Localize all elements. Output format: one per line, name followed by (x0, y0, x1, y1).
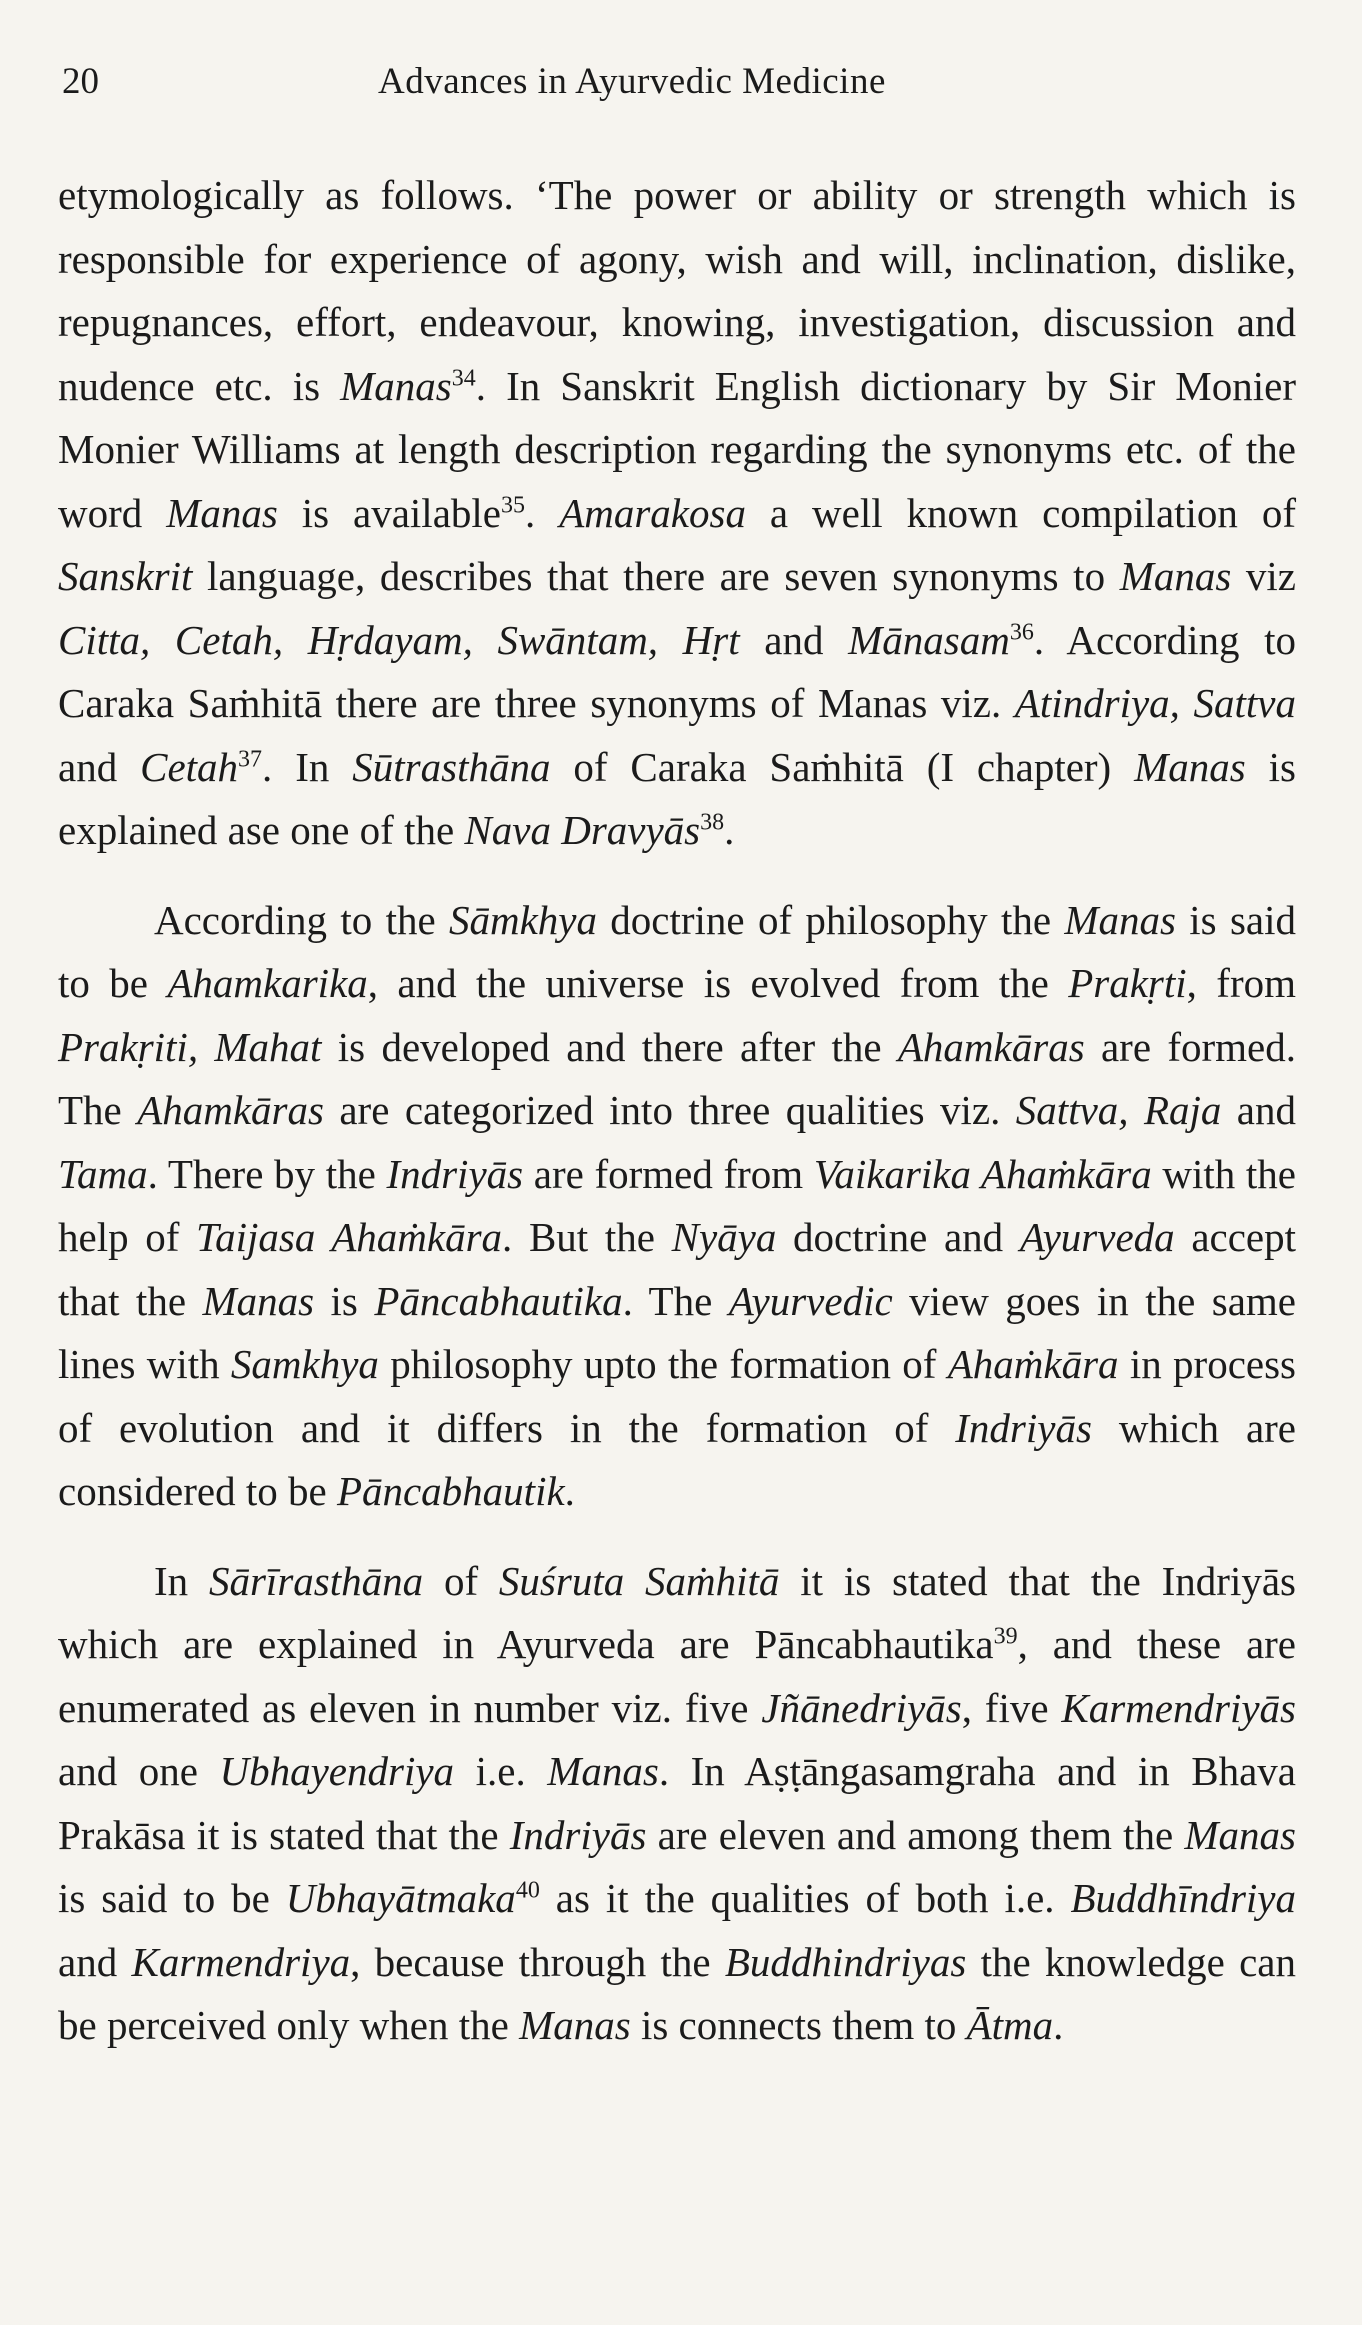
running-title: Advances in Ayurvedic Medicine (378, 61, 886, 102)
italic-term: Samkhya (230, 1341, 379, 1387)
text-run: etymologically as follows. ‘The power or ability or strength which is responsible for experience of agony, wish and will, inclination, dislike, repugnances, effort, endeavour, knowing, investigation, discussion and nudence etc. is (58, 172, 1296, 409)
text-run: is connects them to (630, 2002, 967, 2048)
text-run: language, describes that there are seven synonyms to (192, 553, 1120, 599)
paragraph (58, 1550, 1296, 2058)
italic-term: Sāmkhya (448, 896, 597, 943)
text-run: . The (622, 1277, 729, 1324)
text-run: a well known compilation of (745, 489, 1297, 536)
italic-term: Sanskrit (58, 553, 193, 599)
italic-term: Ubhayendriya (219, 1748, 455, 1794)
page-number: 20 (62, 61, 99, 102)
text-run: it is stated that the Indriyās which are explained in Ayurveda are Pāncabhautika (58, 1557, 1297, 1667)
text-run: philosophy upto the formation of (378, 1341, 948, 1387)
italic-term: Ahamkarika (167, 960, 368, 1006)
text-run: and (58, 743, 141, 790)
italic-term: Pāncabhautik (336, 1468, 565, 1514)
text-run: is said to be (58, 1875, 286, 1921)
footnote-ref: 35 (501, 491, 525, 518)
italic-term: Nava Dravyās (464, 807, 701, 853)
text-run: doctrine of philosophy the (596, 896, 1065, 943)
text-run: , five (961, 1684, 1062, 1731)
text-run: accept that the (58, 1214, 1297, 1324)
italic-term: Manas (340, 362, 452, 409)
italic-term: Ahamkāras (897, 1023, 1085, 1070)
footnote-ref: 39 (993, 1623, 1018, 1650)
italic-term: Ātma (966, 2002, 1054, 2048)
italic-term: Karmendriyās (1061, 1684, 1296, 1731)
italic-term: Indriyās (509, 1811, 647, 1858)
text-run: . (525, 489, 560, 536)
italic-term: Indriyās (386, 1150, 524, 1197)
text-run: , and the universe is evolved from the (367, 960, 1069, 1006)
italic-term: Sattva, Raja (1015, 1087, 1222, 1133)
text-run: is said to be (58, 896, 1296, 1006)
italic-term: Ubhayātmaka (285, 1875, 516, 1921)
text-run: the knowledge can be perceived only when the (58, 1938, 1296, 2048)
text-run: . There by the (147, 1150, 387, 1197)
text-run: are formed from (523, 1150, 814, 1197)
italic-term: Buddhindriyas (724, 1938, 967, 1985)
italic-term: Buddhīndriya (1070, 1875, 1296, 1921)
text-run: . (724, 807, 735, 853)
italic-term: Sūtrasthāna (352, 743, 551, 790)
text-run: and (1221, 1087, 1297, 1133)
italic-term: Prakṛiti, Mahat (58, 1023, 322, 1070)
italic-term: Atindriya, Sattva (1014, 680, 1296, 726)
italic-term: Manas (1064, 896, 1176, 943)
footnote-ref: 36 (1009, 618, 1034, 645)
page-header (58, 52, 1296, 112)
text-run: , and these are enumerated as eleven in number viz. five (58, 1621, 1296, 1731)
text-run: doctrine and (776, 1214, 1020, 1260)
italic-term: Manas (519, 2002, 631, 2048)
italic-term: Pāncabhautika (374, 1277, 623, 1324)
text-run: are eleven and among them the (646, 1811, 1185, 1858)
italic-term: Manas (547, 1748, 659, 1794)
italic-term: Ahamkāras (137, 1087, 324, 1133)
text-run: are formed. The (58, 1023, 1297, 1133)
text-run: in process of evolution and it differs in the formation of (58, 1341, 1296, 1451)
text-run: and one (58, 1748, 220, 1794)
italic-term: Sārīrasthāna (208, 1557, 424, 1604)
paragraph (58, 889, 1296, 1524)
text-run: . (564, 1468, 575, 1514)
text-run: viz (1231, 553, 1296, 599)
italic-term: Tama (58, 1150, 148, 1197)
body-text (58, 164, 1296, 2058)
italic-term: Vaikarika Ahaṁkāra (813, 1150, 1152, 1197)
italic-term: Manas (1134, 743, 1246, 790)
italic-term: Nyāya (671, 1214, 777, 1260)
italic-term: Karmendriya (131, 1938, 351, 1985)
italic-term: Manas (1119, 553, 1232, 599)
text-run: of (423, 1557, 499, 1604)
text-run: . In Sanskrit English dictionary by Sir Monier Monier Williams at length description regarding the synonyms etc. of the word (58, 362, 1297, 536)
italic-term: Ayurvedic (728, 1277, 893, 1324)
footnote-ref: 40 (515, 1877, 540, 1904)
text-run: . In Aṣṭāngasamgraha and in Bhava Prakāsa it is stated that the (58, 1748, 1297, 1858)
italic-term: Amarakosa (559, 489, 746, 536)
footnote-ref: 37 (238, 745, 263, 772)
italic-term: Cetah (140, 743, 239, 790)
text-run: i.e. (454, 1748, 548, 1794)
italic-term: Citta, Cetah, Hṛdayam, Swāntam, Hṛt (58, 616, 740, 663)
text-run: and (739, 616, 849, 663)
text-run: . In (262, 743, 353, 790)
text-run: . But the (502, 1214, 672, 1260)
italic-term: Indriyās (955, 1404, 1092, 1451)
italic-term: Jñānedriyās (761, 1684, 962, 1731)
italic-term: Suśruta Saṁhitā (498, 1557, 780, 1604)
footnote-ref: 34 (451, 364, 476, 391)
text-run: is available (277, 489, 501, 536)
text-run: as it the qualities of both i.e. (539, 1875, 1071, 1921)
italic-term: Mānasam (848, 616, 1010, 663)
text-run: view goes in the same lines with (58, 1277, 1296, 1387)
text-run: with the help of (58, 1150, 1296, 1260)
italic-term: Taijasa Ahaṁkāra (196, 1214, 503, 1260)
paragraph (58, 164, 1296, 863)
footnote-ref: 38 (700, 809, 725, 836)
text-run: which are considered to be (58, 1404, 1296, 1514)
italic-term: Manas (1184, 1811, 1296, 1858)
text-run: of Caraka Saṁhitā (I chapter) (550, 743, 1135, 790)
text-run: and (58, 1938, 132, 1985)
text-run: According to the (154, 896, 449, 943)
text-run: In (154, 1557, 209, 1604)
italic-term: Prakṛti (1068, 960, 1187, 1006)
italic-term: Ahaṁkāra (947, 1341, 1119, 1387)
text-run: , from (1186, 960, 1297, 1006)
text-run: is (314, 1277, 375, 1324)
text-run: are categorized into three qualities viz. (323, 1087, 1016, 1133)
italic-term: Ayurveda (1019, 1214, 1175, 1260)
italic-term: Manas (202, 1277, 315, 1324)
text-run: , because through the (350, 1938, 725, 1985)
text-run: is developed and there after the (321, 1023, 898, 1070)
text-run: . According to Caraka Saṁhitā there are three synonyms of Manas viz. (58, 616, 1296, 726)
text-run: . (1053, 2002, 1064, 2048)
italic-term: Manas (166, 489, 278, 536)
text-run: is explained ase one of the (58, 743, 1296, 853)
